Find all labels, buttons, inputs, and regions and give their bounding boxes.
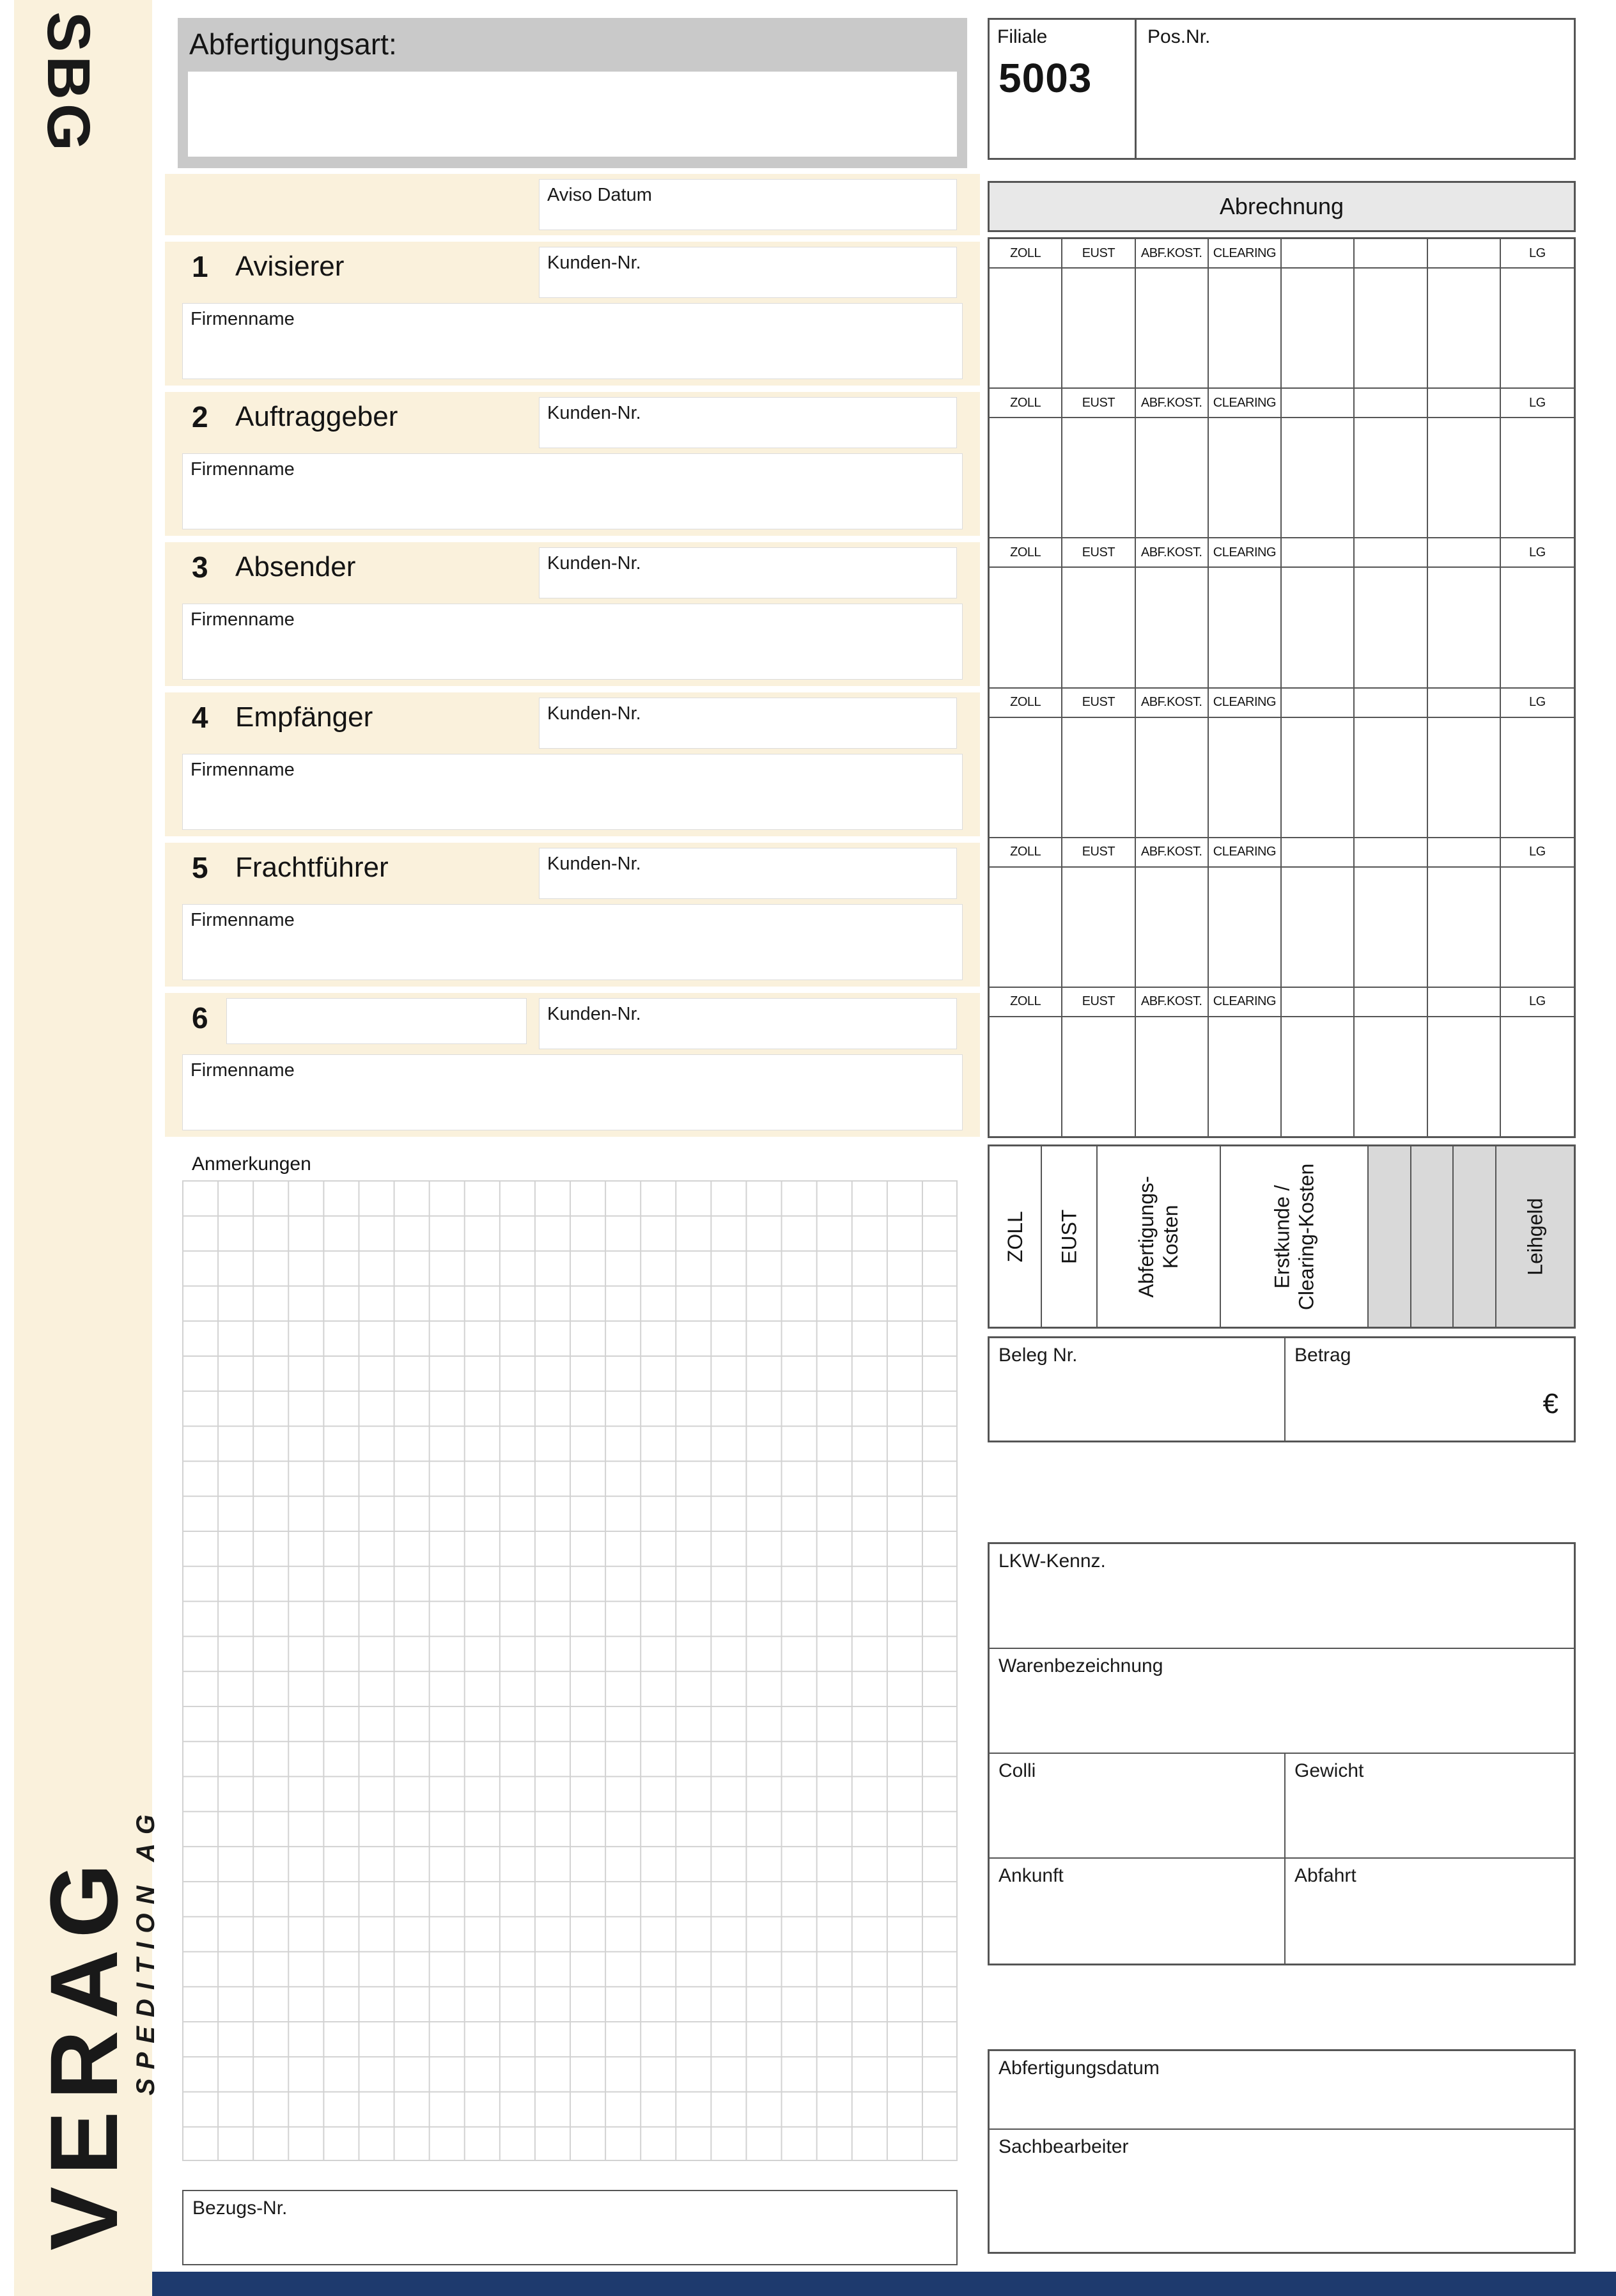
abrechnung-column-label: ABF.KOST. [1136, 838, 1209, 868]
abrechnung-group [990, 687, 1574, 837]
section-empfaenger [165, 692, 980, 836]
abrechnung-cell[interactable] [1428, 868, 1501, 987]
aviso-datum-label: Aviso Datum [547, 185, 652, 205]
firmenname-field[interactable] [182, 1054, 963, 1130]
section-number: 2 [192, 400, 208, 433]
abrechnung-cell[interactable] [1501, 718, 1574, 837]
footer-cell-leihgeld [1496, 1146, 1574, 1327]
warenbezeichnung-label: Warenbezeichnung [998, 1655, 1163, 1676]
abrechnung-cell[interactable] [1428, 269, 1501, 387]
abrechnung-column-label: LG [1501, 538, 1574, 568]
abrechnung-column-label: LG [1501, 689, 1574, 718]
abrechnung-column-label: CLEARING [1209, 988, 1282, 1017]
abrechnung-column-label: ABF.KOST. [1136, 239, 1209, 269]
abrechnung-cell[interactable] [1062, 568, 1135, 687]
firmenname-field[interactable] [182, 754, 963, 830]
abrechnung-column-label: LG [1501, 838, 1574, 868]
footer-cell-blank [1454, 1146, 1496, 1327]
abrechnung-column-label [1428, 389, 1501, 418]
footer-cell-abfertigungskosten [1098, 1146, 1220, 1327]
abrechnung-column-label [1355, 689, 1427, 718]
abrechnung-column-label: CLEARING [1209, 239, 1282, 269]
abrechnung-cell[interactable] [1209, 418, 1282, 537]
abrechnung-cell[interactable] [1209, 1017, 1282, 1136]
abrechnung-footer [988, 1144, 1576, 1329]
abrechnung-cell[interactable] [1501, 1017, 1574, 1136]
section-six [165, 993, 980, 1137]
abrechnung-cell[interactable] [1209, 568, 1282, 687]
abrechnung-column-label [1355, 239, 1427, 269]
abrechnung-column-label [1355, 838, 1427, 868]
shipment-details-block [988, 1542, 1576, 1965]
abrechnung-column-label [1282, 988, 1355, 1017]
abrechnung-cell[interactable] [1062, 718, 1135, 837]
abrechnung-column-label: ZOLL [990, 689, 1062, 718]
abrechnung-cell[interactable] [1136, 1017, 1209, 1136]
section-number: 5 [192, 851, 208, 884]
footer-cell-eust [1042, 1146, 1098, 1327]
abrechnung-column-label: LG [1501, 389, 1574, 418]
section-title-field[interactable] [226, 998, 527, 1044]
footer-cell-blank [1411, 1146, 1454, 1327]
abrechnung-cell[interactable] [1136, 868, 1209, 987]
lkw-kennz-label: LKW-Kennz. [998, 1550, 1106, 1572]
abrechnung-column-label [1355, 389, 1427, 418]
footer-bar [152, 2272, 1616, 2296]
abfertigungsdatum-label: Abfertigungsdatum [998, 2058, 1160, 2079]
abrechnung-column-label: EUST [1062, 389, 1135, 418]
abrechnung-cell[interactable] [1209, 868, 1282, 987]
filiale-value: 5003 [998, 55, 1092, 101]
kunden-nr-label: Kunden-Nr. [547, 553, 641, 574]
abrechnung-column-label: EUST [1062, 988, 1135, 1017]
firmenname-field[interactable] [182, 604, 963, 680]
firmenname-field[interactable] [182, 904, 963, 980]
abrechnung-column-label [1355, 538, 1427, 568]
aviso-datum-field[interactable] [539, 179, 957, 230]
firmenname-field[interactable] [182, 453, 963, 529]
abrechnung-column-label [1282, 239, 1355, 269]
abrechnung-cell[interactable] [1136, 568, 1209, 687]
abrechnung-column-label: EUST [1062, 689, 1135, 718]
warenbezeichnung-field[interactable] [990, 1649, 1574, 1754]
abrechnung-column-label: ABF.KOST. [1136, 389, 1209, 418]
abrechnung-cell[interactable] [1136, 718, 1209, 837]
kunden-nr-field[interactable] [539, 698, 957, 749]
abrechnung-cell[interactable] [990, 718, 1062, 837]
abrechnung-column-label: EUST [1062, 239, 1135, 269]
footer-label: ZOLL [1003, 1210, 1027, 1263]
abrechnung-header: Abrechnung [988, 181, 1576, 232]
abrechnung-column-label [1428, 239, 1501, 269]
verag-logo [29, 1797, 161, 2251]
processing-block [988, 2049, 1576, 2254]
abrechnung-group [990, 239, 1574, 387]
gewicht-label: Gewicht [1294, 1760, 1364, 1781]
abrechnung-cell[interactable] [1062, 868, 1135, 987]
abrechnung-cell[interactable] [1282, 568, 1355, 687]
abrechnung-column-label: LG [1501, 239, 1574, 269]
kunden-nr-label: Kunden-Nr. [547, 854, 641, 874]
anmerkungen-grid[interactable] [182, 1180, 958, 2161]
section-title: Auftraggeber [235, 401, 398, 432]
section-absender [165, 542, 980, 686]
firmenname-label: Firmenname [190, 609, 295, 630]
abfertigungsart-panel [178, 18, 967, 168]
kunden-nr-label: Kunden-Nr. [547, 403, 641, 423]
betrag-field[interactable] [1286, 1338, 1574, 1441]
abrechnung-cell[interactable] [1501, 868, 1574, 987]
beleg-nr-field[interactable] [990, 1338, 1286, 1441]
ankunft-field[interactable] [990, 1859, 1286, 1964]
abrechnung-column-label: ZOLL [990, 389, 1062, 418]
abrechnung-cell[interactable] [1062, 418, 1135, 537]
filiale-label: Filiale [997, 26, 1048, 47]
kunden-nr-field[interactable] [539, 998, 957, 1049]
abrechnung-cell[interactable] [1136, 418, 1209, 537]
abrechnung-cell[interactable] [1428, 718, 1501, 837]
footer-label-line: Kosten [1159, 1205, 1183, 1269]
abrechnung-cell[interactable] [1355, 718, 1427, 837]
abrechnung-column-label: CLEARING [1209, 538, 1282, 568]
abrechnung-cell[interactable] [1428, 1017, 1501, 1136]
ankunft-abfahrt-row [990, 1859, 1574, 1964]
abrechnung-column-label [1282, 389, 1355, 418]
colli-label: Colli [998, 1760, 1036, 1781]
abrechnung-cell[interactable] [1209, 269, 1282, 387]
abrechnung-cell[interactable] [990, 868, 1062, 987]
abrechnung-column-label: ABF.KOST. [1136, 689, 1209, 718]
posnr-label: Pos.Nr. [1147, 26, 1211, 47]
abrechnung-cell[interactable] [1282, 718, 1355, 837]
firmenname-label: Firmenname [190, 309, 295, 329]
footer-cell-blank [1369, 1146, 1411, 1327]
abrechnung-cell[interactable] [1209, 718, 1282, 837]
abrechnung-cell[interactable] [1062, 1017, 1135, 1136]
abrechnung-table [988, 237, 1576, 1138]
abfertigungsart-input[interactable] [188, 72, 957, 157]
section-number: 1 [192, 250, 208, 283]
lkw-kennz-field[interactable] [990, 1544, 1574, 1649]
kunden-nr-field[interactable] [539, 247, 957, 298]
abfahrt-field[interactable] [1286, 1859, 1574, 1964]
sachbearbeiter-label: Sachbearbeiter [998, 2136, 1129, 2157]
firmenname-field[interactable] [182, 303, 963, 379]
abrechnung-cell[interactable] [1282, 868, 1355, 987]
abrechnung-cell[interactable] [1428, 568, 1501, 687]
kunden-nr-field[interactable] [539, 547, 957, 598]
verag-logo-name: VERAG [29, 1852, 137, 2251]
abrechnung-column-label [1428, 538, 1501, 568]
posnr-field[interactable] [1138, 20, 1574, 158]
kunden-nr-label: Kunden-Nr. [547, 1004, 641, 1024]
section-number: 6 [192, 1001, 208, 1035]
kunden-nr-field[interactable] [539, 397, 957, 448]
verag-logo-subtitle: SPEDITION AG [131, 1806, 160, 2096]
colli-gewicht-row [990, 1754, 1574, 1859]
anmerkungen-label: Anmerkungen [192, 1153, 311, 1175]
abrechnung-column-label: LG [1501, 988, 1574, 1017]
abrechnung-cell[interactable] [990, 568, 1062, 687]
abrechnung-cell[interactable] [1355, 269, 1427, 387]
abrechnung-cell[interactable] [1355, 568, 1427, 687]
section-title: Absender [235, 551, 356, 582]
euro-currency-symbol: € [1542, 1388, 1558, 1419]
footer-label: EUST [1057, 1209, 1081, 1264]
abrechnung-cell[interactable] [1355, 418, 1427, 537]
abfahrt-label: Abfahrt [1294, 1865, 1356, 1886]
colli-field[interactable] [990, 1754, 1286, 1857]
section-frachtfuehrer [165, 843, 980, 987]
firmenname-label: Firmenname [190, 910, 295, 930]
abrechnung-cell[interactable] [1501, 418, 1574, 537]
sbg-logo: SBG [35, 12, 102, 155]
gewicht-field[interactable] [1286, 1754, 1574, 1857]
brand-stripe [14, 0, 160, 2296]
beleg-nr-label: Beleg Nr. [998, 1345, 1078, 1366]
abfertigungsdatum-field[interactable] [990, 2051, 1574, 2130]
abrechnung-cell[interactable] [1282, 1017, 1355, 1136]
abrechnung-group [990, 537, 1574, 687]
section-title: Frachtführer [235, 852, 389, 883]
abrechnung-cell[interactable] [1136, 269, 1209, 387]
abrechnung-column-label: ZOLL [990, 538, 1062, 568]
abrechnung-column-label: CLEARING [1209, 689, 1282, 718]
kunden-nr-field[interactable] [539, 848, 957, 899]
abrechnung-column-label [1355, 988, 1427, 1017]
abrechnung-cell[interactable] [1428, 418, 1501, 537]
section-title: Empfänger [235, 701, 373, 733]
abrechnung-cell[interactable] [990, 1017, 1062, 1136]
abrechnung-cell[interactable] [1282, 418, 1355, 537]
abrechnung-cell[interactable] [990, 418, 1062, 537]
abrechnung-cell[interactable] [1355, 868, 1427, 987]
firmenname-label: Firmenname [190, 459, 295, 480]
bezugs-nr-label: Bezugs-Nr. [192, 2198, 288, 2219]
abrechnung-cell[interactable] [1501, 568, 1574, 687]
abrechnung-column-label: CLEARING [1209, 838, 1282, 868]
section-title: Avisierer [235, 251, 345, 282]
abrechnung-column-label: ZOLL [990, 988, 1062, 1017]
abrechnung-cell[interactable] [1282, 269, 1355, 387]
abrechnung-column-label [1428, 689, 1501, 718]
abfertigungsart-label: Abfertigungsart: [189, 27, 397, 61]
sachbearbeiter-field[interactable] [990, 2130, 1574, 2252]
footer-label-line: Clearing-Kosten [1294, 1163, 1318, 1310]
abrechnung-column-label [1428, 838, 1501, 868]
footer-label-line: Erstkunde / [1270, 1185, 1294, 1288]
section-auftraggeber [165, 392, 980, 536]
footer-label: Leihgeld [1523, 1198, 1547, 1276]
abrechnung-group [990, 837, 1574, 987]
abrechnung-column-label: CLEARING [1209, 389, 1282, 418]
ankunft-label: Ankunft [998, 1865, 1064, 1886]
abrechnung-cell[interactable] [1501, 269, 1574, 387]
abrechnung-column-label [1282, 838, 1355, 868]
bezugs-nr-field[interactable] [182, 2190, 958, 2265]
abrechnung-column-label: ZOLL [990, 239, 1062, 269]
abrechnung-column-label: ABF.KOST. [1136, 538, 1209, 568]
section-avisierer [165, 242, 980, 386]
abrechnung-group [990, 387, 1574, 537]
abrechnung-column-label: EUST [1062, 838, 1135, 868]
abrechnung-column-label: ZOLL [990, 838, 1062, 868]
firmenname-label: Firmenname [190, 1060, 295, 1081]
abrechnung-column-label: ABF.KOST. [1136, 988, 1209, 1017]
abrechnung-column-label [1282, 689, 1355, 718]
filiale-cell [990, 20, 1137, 158]
section-number: 4 [192, 701, 208, 734]
abrechnung-column-label [1428, 988, 1501, 1017]
abrechnung-column-label: EUST [1062, 538, 1135, 568]
kunden-nr-label: Kunden-Nr. [547, 253, 641, 273]
abrechnung-group [990, 987, 1574, 1136]
abrechnung-cell[interactable] [1355, 1017, 1427, 1136]
betrag-label: Betrag [1294, 1345, 1351, 1366]
abrechnung-cell[interactable] [1062, 269, 1135, 387]
beleg-betrag-box [988, 1336, 1576, 1442]
filiale-posnr-box [988, 18, 1576, 160]
aviso-panel [165, 174, 980, 235]
kunden-nr-label: Kunden-Nr. [547, 703, 641, 724]
section-number: 3 [192, 551, 208, 584]
firmenname-label: Firmenname [190, 760, 295, 780]
footer-cell-clearingkosten [1221, 1146, 1369, 1327]
footer-label-line: Abfertigungs- [1135, 1175, 1158, 1298]
abrechnung-column-label [1282, 538, 1355, 568]
abrechnung-cell[interactable] [990, 269, 1062, 387]
footer-cell-zoll [990, 1146, 1042, 1327]
